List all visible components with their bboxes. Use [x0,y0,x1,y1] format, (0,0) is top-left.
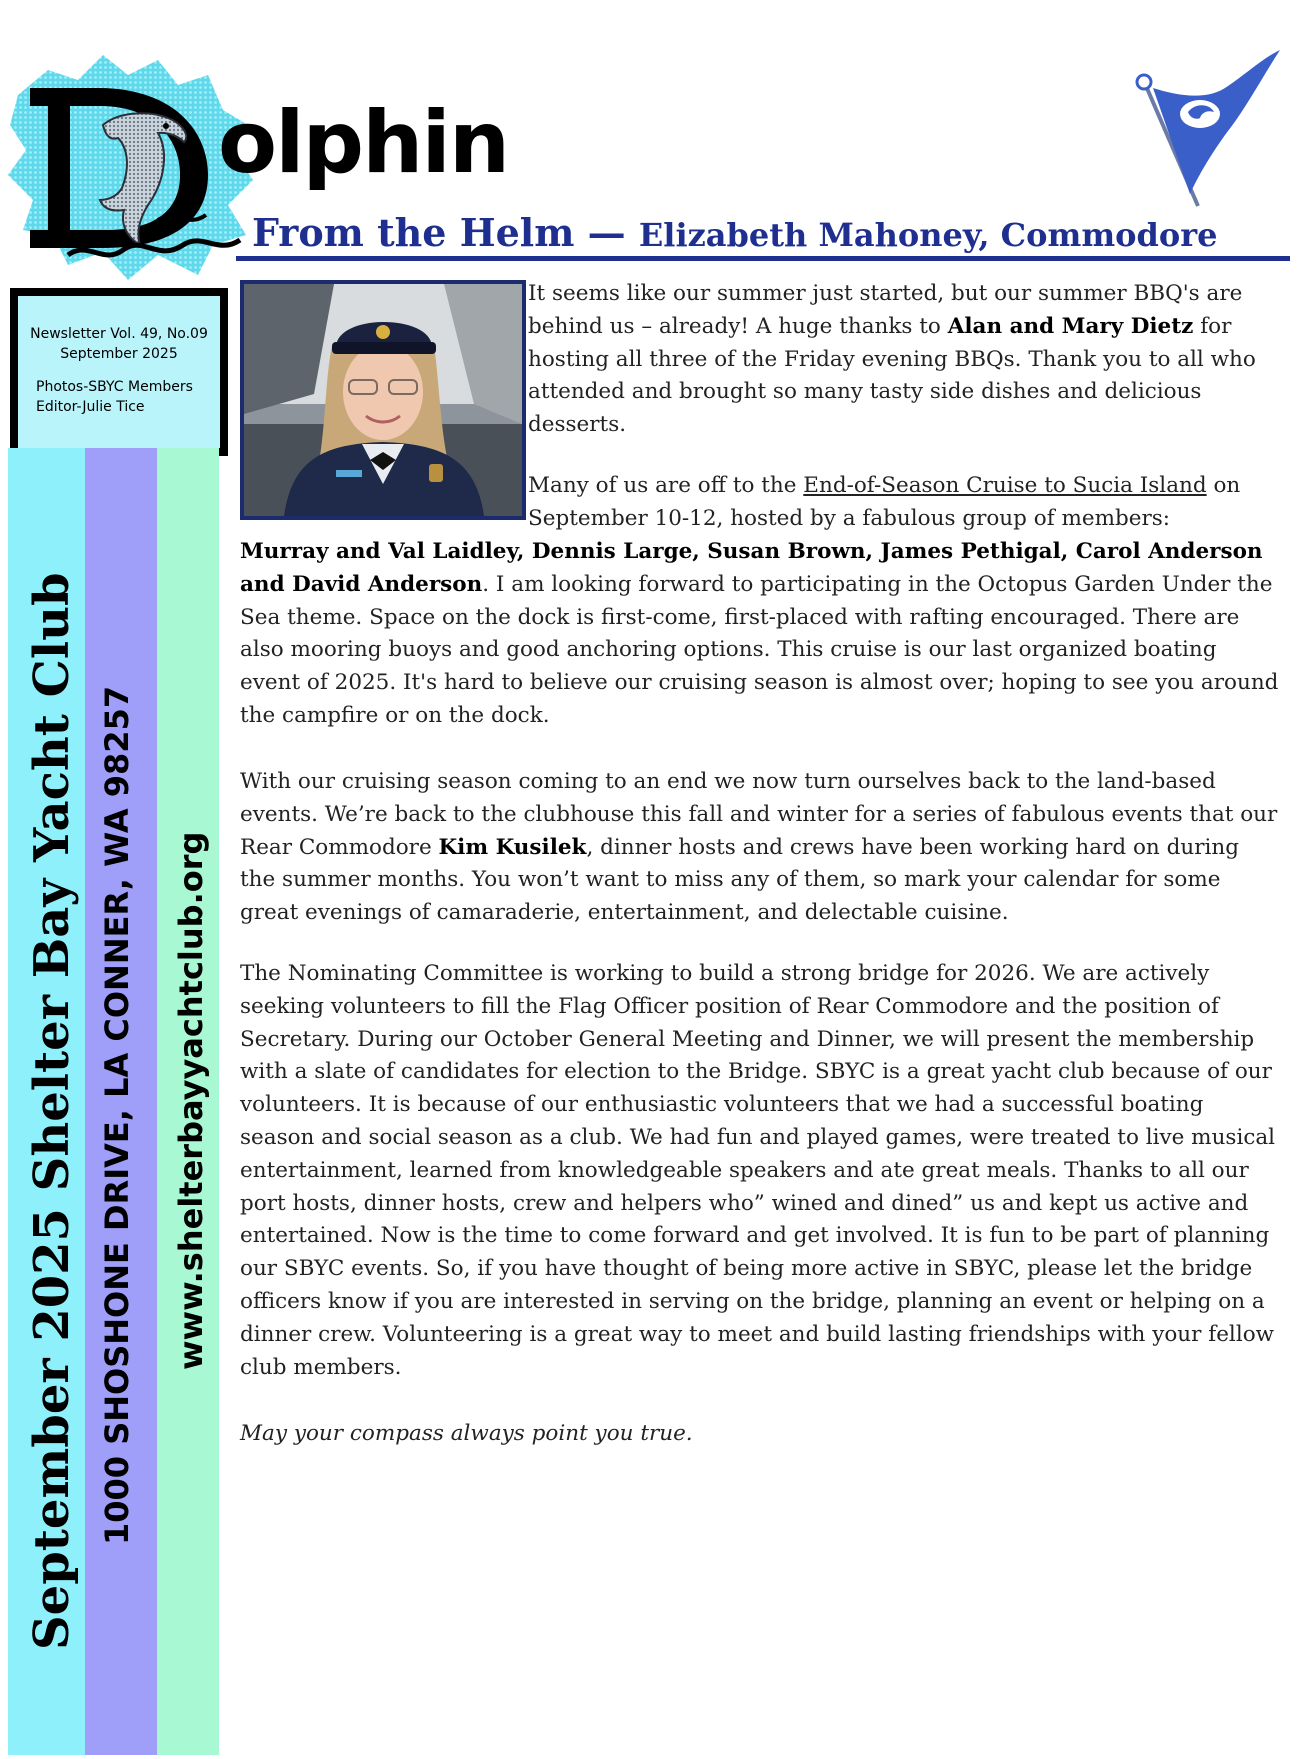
article-paragraph-3 [240,766,1280,930]
paragraph-text: Many of us are off to the [528,473,804,498]
bold-names: Alan and Mary Dietz [947,313,1194,339]
sidebar-address: 1000 SHOSHONE DRIVE, LA CONNER, WA 98257 [98,685,136,1545]
newsletter-volume: Newsletter Vol. 49, No.09 [30,326,208,342]
sidebar-website-link[interactable]: www.shelterbayyachtclub.org [172,831,210,1370]
masthead-title: olphin [218,93,509,193]
club-burgee-flag-icon [1128,46,1288,211]
article-paragraph-1 [528,278,1280,442]
article-heading [252,210,1217,255]
paragraph-text: . I am looking forward to participating in the Octopus Garden Under the Sea theme. Space on the dock is first-come, first-placed with rafting encouraged. There are also mooring buoys and good anchoring options. This cruise is our last organized boating event of 2025. It's hard to believe our cruising season is almost over; hoping to see you around the campfire or on the dock. [240,571,1279,728]
closing-line: May your compass always point you true. [240,1421,693,1446]
commodore-portrait [240,280,526,520]
heading-rule [236,256,1290,261]
article-paragraph-2-start [528,470,1280,536]
paragraph-text: It seems like our summer just started, but our summer BBQ's are behind us – already! A huge thanks to [528,281,1243,339]
article-heading-author: Elizabeth Mahoney, Commodore [638,216,1218,254]
cruise-link[interactable]: End-of-Season Cruise to Sucia Island [803,473,1207,498]
article-paragraph-4: The Nominating Committee is working to build a strong bridge for 2026. We are actively seeking volunteers to fill the Flag Officer position of Rear Commodore and the position of Secretary. During our October General Meeting and Dinner, we will present the membership with a slate of candidates for election to the Bridge. SBYC is a great yacht club because of our volunteers. It is because of our enthusiastic volunteers that we had a successful boating season and social season as a club. We had fun and played games, were treated to live musical entertainment, learned from knowledgeable speakers and ate great meals. Thanks to all our port hosts, dinner hosts, crew and helpers who” wined and dined” us and kept us active and entertained. Now is the time to come forward and get involved. It is fun to be part of planning our SBYC events. So, if you have thought of being more active in SBYC, please let the bridge officers know if you are interested in serving on the bridge, planning an event or helping on a dinner crew. Volunteering is a great way to meet and build lasting friendships with your fellow club members. [240,961,1276,1380]
article-paragraph-2-continued [240,536,1280,733]
bold-names: Kim Kusilek [438,834,587,860]
paragraph-text: on September 10-12, hosted by a fabulous group of members: [528,473,1241,531]
article-heading-separator: — [574,210,639,255]
photo-credit: Photos-SBYC Members [36,379,193,395]
article-heading-title: From the Helm [252,210,575,255]
sidebar-club-title: September 2025 Shelter Bay Yacht Club [24,572,80,1650]
editor-credit: Editor-Julie Tice [36,399,145,415]
bold-names: Murray and Val Laidley, Dennis Large, Susan Brown, James Pethigal, Carol Anderson and David Anderson [240,539,1263,597]
paragraph-text: With our cruising season coming to an end we now turn ourselves back to the land-based events. We’re back to the clubhouse this fall and winter for a series of fabulous events that our Rear Commodore [240,769,1278,860]
paragraph-text: , dinner hosts and crews have been working hard on during the summer months. You won’t want to miss any of them, so mark your calendar for some great evenings of camaraderie, entertainment, and delectable cuisine. [240,834,1239,926]
newsletter-date: September 2025 [60,346,178,362]
paragraph-text: for hosting all three of the Friday evening BBQs. Thank you to all who attended and brought so many tasty side dishes and delicious desserts. [528,313,1256,438]
newsletter-info-box [10,288,228,456]
